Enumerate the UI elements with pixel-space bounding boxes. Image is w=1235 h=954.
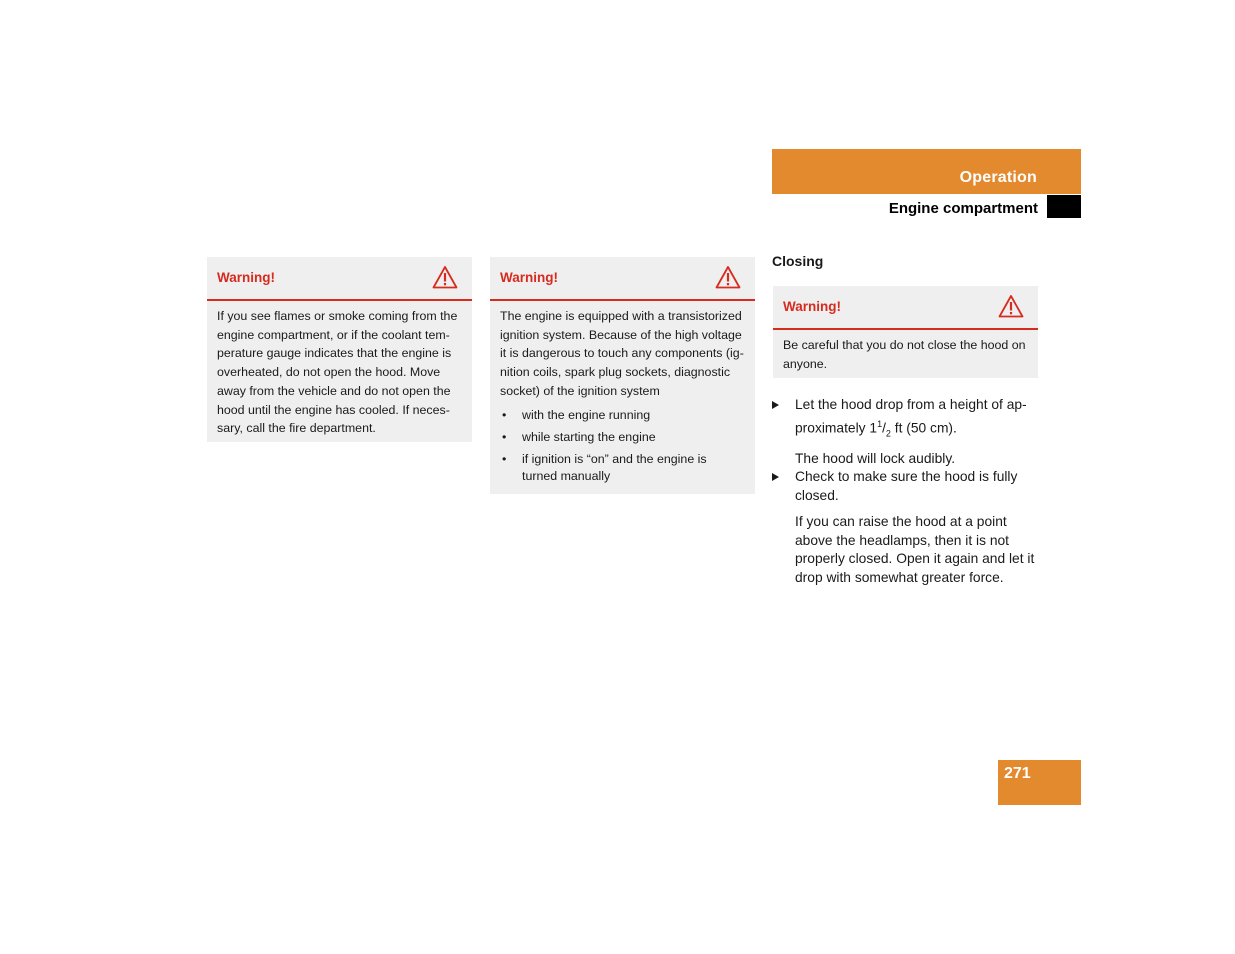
thumb-tab-marker [1047,195,1081,218]
warning-header [773,286,1038,330]
list-item: • if ignition is “on” and the engine is turned manually [500,451,745,485]
warning-text: If you see flames or smoke coming from the engine compartment, or if the coolant tem-perature gauge indicates that the engine is overheated, do not open the hood. Move away from the vehicle and do not open the hood until the engine has cooled. If neces-sary, call the fire department. [217,309,458,436]
step-arrow-icon [772,473,779,481]
warning-title: Warning! [217,270,275,285]
warning-header [207,257,472,301]
warning-triangle-icon [998,294,1024,318]
warning-body [490,301,755,496]
warning-box-closing [773,286,1038,378]
subsection-title: Engine compartment [888,200,1038,217]
warning-box-ignition [490,257,755,494]
closing-heading: Closing [772,253,824,269]
instruction-result: The hood will lock audibly. [795,450,956,466]
warning-text: Be careful that you do not close the hood on anyone. [783,338,1026,371]
section-title: Operation [959,169,1037,186]
warning-title: Warning! [783,299,841,314]
warning-text: The engine is equipped with a transistorized ignition system. Because of the high voltage it is dangerous to touch any components (ig-nition coils, spark plug sockets, diagnostic socket) of the ignition system [500,309,744,398]
instruction-step-2 [772,468,1038,588]
fraction-denominator: 2 [885,427,891,438]
warning-box-fire [207,257,472,442]
instruction-step-1 [772,396,1038,468]
warning-bullet-list [500,407,745,485]
page-number-box [998,760,1081,805]
section-header-bar [772,149,1081,194]
list-item: • while starting the engine [500,429,745,446]
instruction-text: Let the hood drop from a height of ap-proximately $1^1/_2$ ft (50 cm). [795,397,1027,438]
instruction-text: Check to make sure the hood is fully closed. [795,469,1018,503]
list-item: • with the engine running [500,407,745,424]
warning-title: Warning! [500,270,558,285]
page-number: 271 [1004,765,1031,782]
warning-header [490,257,755,301]
warning-triangle-icon [715,265,741,289]
warning-triangle-icon [432,265,458,289]
instruction-note: If you can raise the hood at a point above the headlamps, then it is not properly closed. Open it again and let it drop with somewhat greater force. [795,514,1035,585]
step-arrow-icon [772,401,779,409]
fraction-numerator: 1 [877,418,883,429]
